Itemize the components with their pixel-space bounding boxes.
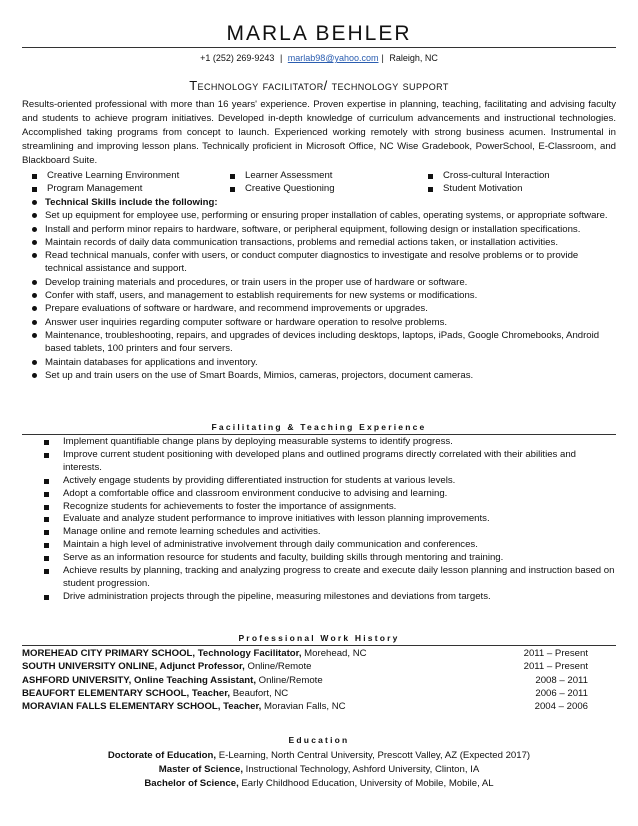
skill-label: Creative Learning Environment: [47, 170, 180, 181]
job-title-line: [22, 674, 323, 687]
skill-item: [418, 170, 616, 183]
list-item-text: Manage online and remote learning schedules and activities.: [63, 526, 321, 538]
section-divider: [22, 645, 616, 646]
location: Raleigh, NC: [389, 53, 438, 63]
skill-item: [220, 170, 418, 183]
bullet-icon: [44, 479, 49, 484]
job-entry: [22, 647, 588, 660]
job-dates: 2004 – 2006: [534, 701, 588, 713]
list-item-text: Drive administration projects through the pipeline, measuring milestones and deviations from targets.: [63, 590, 491, 602]
skill-label: Cross-cultural Interaction: [443, 170, 550, 181]
phone: +1 (252) 269-9243: [200, 53, 275, 63]
job-org: MORAVIAN FALLS ELEMENTARY SCHOOL, Teacher,: [22, 701, 262, 713]
bullet-icon: [44, 530, 49, 535]
job-location: Online/Remote: [256, 674, 323, 686]
list-item-text: Recognize students for achievements to foster the importance of assignments.: [63, 500, 397, 512]
degree-detail: Early Childhood Education, University of Mobile, Mobile, AL: [238, 778, 494, 789]
list-item-text: Evaluate and analyze student performance to improve initiatives with lesson planning improvements.: [63, 513, 490, 525]
bullet-icon: [32, 187, 37, 192]
work-history-list: [22, 647, 588, 713]
list-item: [22, 449, 616, 475]
job-entry: [22, 687, 588, 700]
list-item: [22, 356, 616, 369]
list-item: [22, 436, 616, 449]
bullet-icon: [44, 440, 49, 445]
list-item-text: Confer with staff, users, and management to establish requirements for new systems or modifications.: [45, 290, 478, 302]
separator: |: [279, 53, 283, 63]
bullet-icon: [32, 306, 37, 311]
degree-detail: E-Learning, North Central University, Prescott Valley, AZ (Expected 2017): [216, 750, 531, 761]
job-entry: [22, 700, 588, 713]
job-title-line: [22, 660, 311, 673]
skill-item: [220, 183, 418, 196]
skill-item: [22, 183, 220, 196]
bullet-icon: [44, 453, 49, 458]
degree-detail: Instructional Technology, Ashford University, Clinton, IA: [243, 764, 480, 775]
job-location: Morehead, NC: [301, 648, 367, 659]
skill-label: Student Motivation: [443, 183, 523, 194]
bullet-icon: [32, 240, 37, 245]
list-item: [22, 276, 616, 289]
job-dates: 2008 – 2011: [535, 674, 588, 686]
list-item-text: Read technical manuals, confer with users, or conduct computer diagnostics to investigate and resolve problems or to provide technical assistance and support.: [45, 250, 579, 275]
list-item: [22, 209, 616, 222]
list-item: [22, 488, 616, 501]
list-item: [22, 513, 616, 526]
list-item-text: Maintain databases for applications and inventory.: [45, 356, 258, 368]
skills-row: [22, 183, 616, 196]
list-item-text: Achieve results by planning, tracking and analyzing progress to create and execute daily lesson planning and instruction based on student progression.: [63, 565, 615, 589]
skills-grid: [22, 170, 616, 196]
list-item: [22, 223, 616, 236]
professional-headline: Technology facilitator/ technology support: [189, 78, 449, 93]
job-entry: [22, 660, 588, 673]
list-item-text: Improve current student positioning with developed plans and outlined programs directly correlated with their abilities and interests.: [63, 448, 577, 473]
list-item-text: Adopt a comfortable office and classroom environment conducive to advising and learning.: [63, 487, 448, 499]
bullet-icon: [32, 373, 37, 378]
bullet-icon: [32, 320, 37, 325]
skill-label: Learner Assessment: [245, 170, 333, 181]
list-item-text: Serve as an information resource for students and faculty, building skills through mentoring and training.: [63, 552, 504, 564]
job-dates: 2006 – 2011: [535, 687, 588, 699]
list-item: [22, 552, 616, 565]
bullet-icon: [44, 517, 49, 522]
job-dates: 2011 – Present: [523, 661, 588, 673]
job-entry: [22, 674, 588, 687]
list-item: [22, 539, 616, 552]
bullet-icon: [428, 174, 433, 179]
list-item-text: Set up equipment for employee use, performing or ensuring proper installation of cables, operating systems, or appropriate software.: [45, 210, 608, 222]
bullet-icon: [32, 360, 37, 365]
list-item: [22, 591, 616, 604]
header-divider: [22, 47, 616, 48]
job-org: ASHFORD UNIVERSITY, Online Teaching Assistant,: [22, 674, 257, 686]
list-item: [22, 369, 616, 382]
bullet-icon: [44, 556, 49, 561]
bullet-icon: [32, 253, 37, 258]
job-location: Beaufort, NC: [230, 687, 289, 699]
bullet-icon: [32, 293, 37, 298]
list-item: [22, 329, 616, 356]
job-location: Online/Remote: [244, 661, 312, 673]
list-item: [22, 501, 616, 514]
bullet-icon: [32, 200, 37, 205]
skill-label: Creative Questioning: [245, 183, 335, 194]
bullet-icon: [44, 569, 49, 574]
section-heading-work-history: Professional Work History: [238, 633, 400, 643]
job-title-line: [22, 700, 346, 713]
list-item: [22, 196, 616, 209]
bullet-icon: [32, 227, 37, 232]
list-item: [22, 526, 616, 539]
email-link[interactable]: marlab98@yahoo.com: [287, 53, 379, 63]
list-item: [22, 316, 616, 329]
job-dates: 2011 – Present: [523, 648, 588, 659]
bullet-icon: [428, 187, 433, 192]
bullet-icon: [230, 187, 235, 192]
bullet-icon: [44, 492, 49, 497]
list-item-text: Maintenance, troubleshooting, repairs, and upgrades of devices including desktops, laptops, iPads, Google Chromebooks, Android based tablets, 100 printers and four servers.: [45, 329, 600, 355]
list-item: [22, 302, 616, 315]
technical-skills-list: [22, 196, 616, 382]
section-heading-education: Education: [288, 735, 350, 745]
list-item: [22, 249, 616, 276]
list-item-text: Answer user inquiries regarding computer software or hardware operation to resolve problems.: [45, 316, 448, 328]
list-item-text: Install and perform minor repairs to hardware, software, or peripheral equipment, following design or installation specifications.: [45, 223, 581, 235]
list-item-text: Prepare evaluations of software or hardware, and recommend improvements or upgrades.: [45, 303, 428, 315]
job-title-line: [22, 647, 367, 660]
job-title-line: [22, 687, 288, 700]
bullet-icon: [32, 333, 37, 338]
education-entry: [0, 763, 638, 777]
list-item: [22, 289, 616, 302]
job-org: BEAUFORT ELEMENTARY SCHOOL, Teacher,: [22, 687, 231, 699]
list-item-text: Maintain a high level of administrative involvement through daily communication and conferences.: [63, 539, 478, 551]
degree-title: Bachelor of Science,: [144, 778, 239, 789]
section-heading-facilitating: Facilitating & Teaching Experience: [211, 422, 427, 432]
job-org: MOREHEAD CITY PRIMARY SCHOOL, Technology Facilitator,: [22, 648, 302, 659]
list-item-text: Actively engage students by providing differentiated instruction for students at various levels.: [63, 474, 456, 486]
list-item-text: Implement quantifiable change plans by deploying measurable systems to identify progress.: [63, 436, 453, 447]
bullet-icon: [44, 505, 49, 510]
list-item-text: Set up and train users on the use of Smart Boards, Mimios, cameras, projectors, document cameras.: [45, 369, 474, 381]
bullet-icon: [32, 213, 37, 218]
degree-title: Doctorate of Education,: [107, 750, 217, 761]
separator: |: [381, 53, 384, 63]
skill-item: [22, 170, 220, 183]
list-item: [22, 475, 616, 488]
education-list: [0, 749, 638, 791]
skills-row: [22, 170, 616, 183]
contact-line: [0, 53, 638, 63]
summary-paragraph: Results-oriented professional with more than 16 years' experience. Proven expertise in planning, teaching, facilitating and advising faculty and students to achieve program initiatives. Developed in-depth knowledge of curriculum advancements and instructional technologies. Accomplished taking programs from concept to launch. Experienced working remotely with strong business acumen. Instrumental in streamlining and improving lesson plans. Technically proficient in Microsoft Office, NC Wise Gradebook, PowerSchool, E-Classroom, and Blackboard Suite.: [22, 99, 616, 166]
list-item-text: Maintain records of daily data communication transactions, problems and remedial actions taken, or installation activities.: [45, 236, 558, 248]
degree-title: Master of Science,: [158, 764, 243, 775]
bullet-icon: [44, 595, 49, 600]
skill-label: Program Management: [47, 183, 143, 194]
job-org: SOUTH UNIVERSITY ONLINE, Adjunct Professor,: [22, 661, 245, 673]
skill-item: [418, 183, 616, 196]
list-item-text: Develop training materials and procedures, or train users in the proper use of hardware or software.: [45, 276, 468, 288]
education-entry: [0, 749, 638, 763]
bullet-icon: [230, 174, 235, 179]
education-entry: [0, 777, 638, 791]
job-location: Moravian Falls, NC: [261, 701, 346, 713]
candidate-name: MARLA BEHLER: [226, 22, 412, 45]
list-item: [22, 565, 616, 591]
facilitating-list: [22, 436, 616, 604]
bullet-icon: [32, 280, 37, 285]
technical-skills-heading: Technical Skills include the following:: [45, 197, 218, 208]
bullet-icon: [32, 174, 37, 179]
list-item: [22, 236, 616, 249]
section-divider: [22, 434, 616, 435]
bullet-icon: [44, 543, 49, 548]
